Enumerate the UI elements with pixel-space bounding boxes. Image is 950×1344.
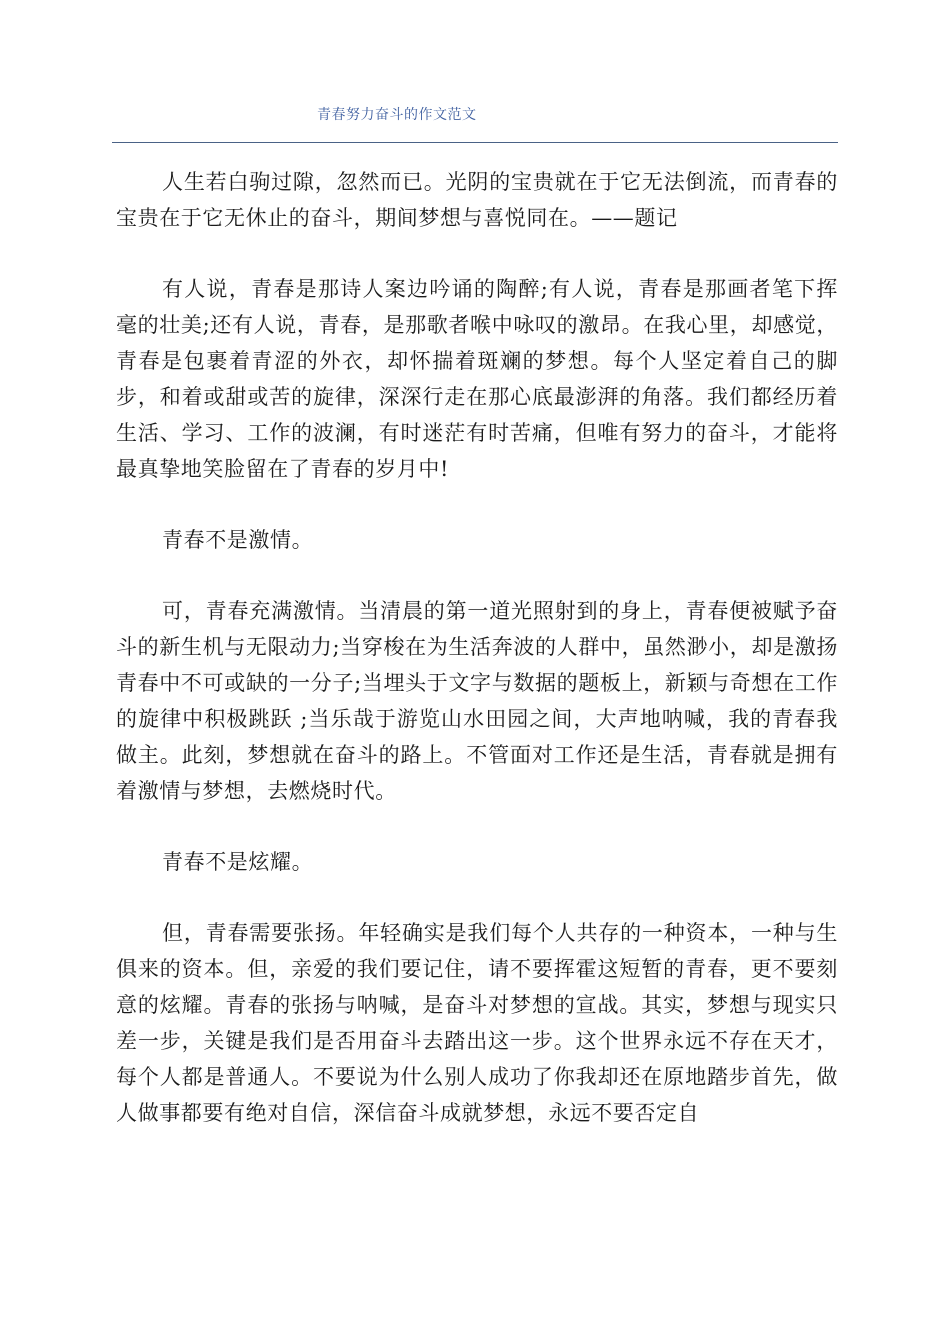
epigraph-paragraph: 人生若白驹过隙，忽然而已。光阴的宝贵就在于它无法倒流，而青春的宝贵在于它无休止的奋斗，期间梦想与喜悦同在。——题记 <box>116 170 838 230</box>
document-body <box>116 164 838 1166</box>
document-title: 青春努力奋斗的作文范文 <box>317 107 477 123</box>
body-paragraph: 可，青春充满激情。当清晨的第一道光照射到的身上，青春便被赋予奋斗的新生机与无限动力;当穿梭在为生活奔波的人群中，虽然渺小，却是激扬青春中不可或缺的一分子;当埋头于文字与数据的题板上，新颖与奇想在工作的旋律中积极跳跃 ;当乐哉于游览山水田园之间，大声地呐喊，我的青春我做主。此刻，梦想就在奋斗的路上。不管面对工作还是生活，青春就是拥有着激情与梦想，去燃烧时代。 <box>116 599 838 803</box>
section-heading-paragraph: 青春不是炫耀。 <box>162 850 314 874</box>
body-paragraph: 有人说，青春是那诗人案边吟诵的陶醉;有人说，青春是那画者笔下挥毫的壮美;还有人说，青春，是那歌者喉中咏叹的激昂。在我心里，却感觉，青春是包裹着青涩的外衣，却怀揣着斑斓的梦想。每个人坚定着自己的脚步，和着或甜或苦的旋律，深深行走在那心底最澎湃的角落。我们都经历着生活、学习、工作的波澜，有时迷茫有时苦痛，但唯有努力的奋斗，才能将最真挚地笑脸留在了青春的岁月中! <box>116 277 838 481</box>
section-heading-paragraph: 青春不是激情。 <box>162 528 314 552</box>
body-paragraph: 但，青春需要张扬。年轻确实是我们每个人共存的一种资本，一种与生俱来的资本。但，亲爱的我们要记住，请不要挥霍这短暂的青春，更不要刻意的炫耀。青春的张扬与呐喊，是奋斗对梦想的宣战。其实，梦想与现实只差一步，关键是我们是否用奋斗去踏出这一步。这个世界永远不存在天才，每个人都是普通人。不要说为什么别人成功了你我却还在原地踏步首先，做人做事都要有绝对自信，深信奋斗成就梦想，永远不要否定自 <box>116 921 838 1125</box>
page-header <box>112 100 838 143</box>
